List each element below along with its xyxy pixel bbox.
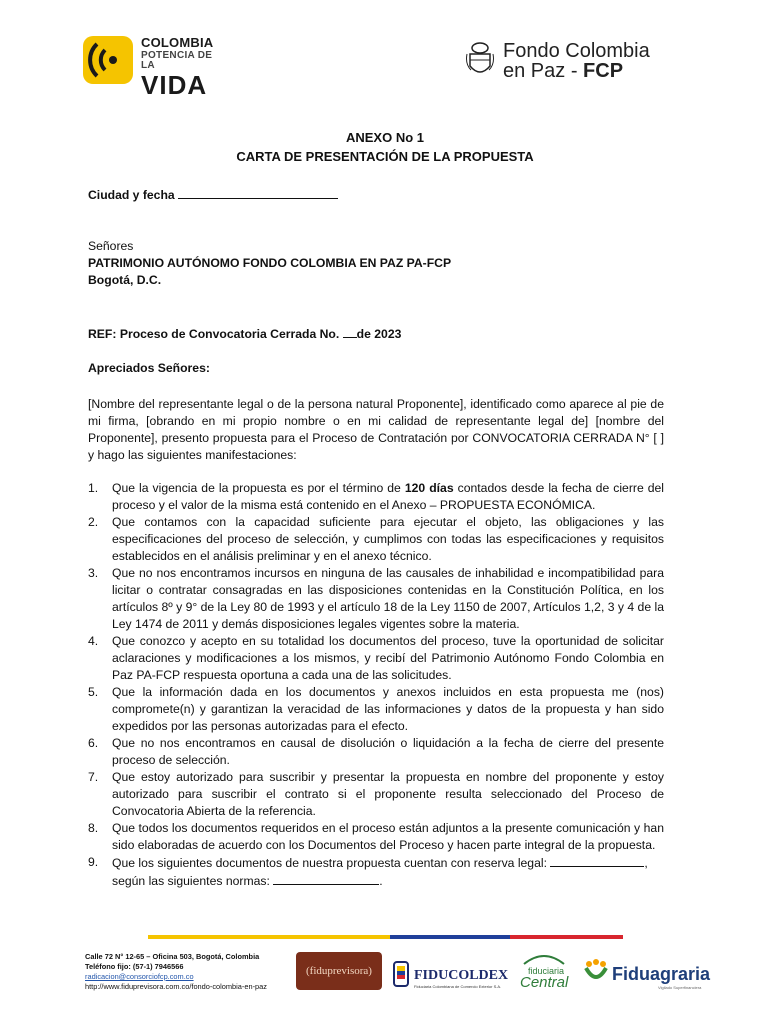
central-line-2: Central (520, 974, 569, 991)
salutation-line-1: Señores (88, 239, 134, 253)
list-item-comma: , (644, 856, 648, 870)
fcp-logo-line-2a: en Paz - (503, 60, 584, 82)
list-item (88, 684, 664, 735)
list-item-text: Que no nos encontramos en causal de disolución o liquidación a la fecha de cierre del presente proceso de selección. (112, 736, 664, 767)
intro-paragraph: [Nombre del representante legal o de la persona natural Proponente], identificado como aparece al pie de mi firma, [obrando en mi propio nombre o en mi calidad de representante legal de] [nombre del Proponente], presento propuesta para el Proceso de Contratación por CONVOCATORIA CERRADA N° [ ] y hago las siguientes manifestaciones: (88, 397, 664, 462)
footer-phone: Teléfono fijo: (57-1) 7946566 (85, 962, 184, 971)
salutation-block (88, 238, 451, 289)
reference-line (88, 325, 401, 343)
fiduagraria-subtitle: Vigilado Superfinanciera (658, 985, 702, 990)
reference-blank (343, 325, 357, 338)
salutation-line-3: Bogotá, D.C. (88, 273, 162, 287)
central-arc-icon (522, 952, 566, 966)
logo-line-3: VIDA (141, 70, 208, 100)
fiducoldex-subtitle: Fiduciaria Colombiana de Comercio Exterior S.A. (414, 984, 502, 989)
list-item (88, 769, 664, 820)
list-item-text: Que estoy autorizado para suscribir y presentar la propuesta en nombre del proponente y estoy autorizado para suscribir el contrato si el proponente resulta seleccionado del Proceso de Convocatoria Abierta de la referencia. (112, 770, 664, 818)
list-item-text: Que contamos con la capacidad suficiente para ejecutar el objeto, las obligaciones y las especificaciones del proceso de selección, y cumplimos con todas las especificaciones y requisitos establecidos en el análisis preliminar y en el anexo técnico. (112, 515, 664, 563)
list-item-number: 1. (88, 481, 99, 495)
fiducoldex-flag-icon (390, 960, 410, 988)
doc-title-annex: ANEXO No 1 (345, 130, 424, 145)
reserve-blank-1 (550, 854, 644, 867)
fiduagraria-logo (582, 952, 712, 992)
list-item-number: 8. (88, 821, 99, 835)
fcp-logo-line-1: Fondo Colombia (503, 40, 650, 62)
logo-line-2: POTENCIA DE LA (141, 50, 213, 71)
list-item-text: Que no nos encontramos incursos en ninguna de las causales de inhabilidad e incompatibilidad para licitar o contratar consagradas en las disposiciones contenidas en la Constitución Política, en los artículos 8º y 9° de la Ley 80 de 1993 y el artículo 18 de la Ley 1150 de 2007, Artículos 1,2, 3 y 4 de la Ley 1474 de 2011 y demás disposiciones legales vigentes sobre la materia. (112, 566, 664, 631)
fondo-colombia-en-paz-logo (465, 40, 665, 84)
list-item (88, 633, 664, 684)
list-item-text-2: según las siguientes normas: (112, 874, 274, 888)
reference-text-b: de 2023 (356, 327, 402, 341)
logo-line-1: COLOMBIA (141, 35, 214, 50)
colombia-potencia-logo (83, 34, 223, 100)
list-item-number: 5. (88, 685, 99, 699)
fiduagraria-name: Fiduagraria (612, 964, 711, 984)
doc-title-main: CARTA DE PRESENTACIÓN DE LA PROPUESTA (236, 149, 534, 164)
list-item-text: Que conozco y acepto en su totalidad los documentos del proceso, tuve la oportunidad de solicitar aclaraciones y modificaciones a los mismos, y recibí del Patrimonio Autónomo Fondo Colombia en Paz PA-FCP respuesta oportuna a cada una de las solicitudes. (112, 634, 664, 682)
list-item-number: 9. (88, 855, 99, 869)
list-item-text-post: contados desde la fecha de cierre del proceso y el valor de la misma está contenido en el Anexo – PROPUESTA ECONÓMICA. (112, 481, 665, 512)
reference-text-a: REF: Proceso de Convocatoria Cerrada No. (88, 327, 343, 341)
footer-contact-info (85, 952, 285, 992)
list-item-number: 6. (88, 736, 99, 750)
fiducoldex-name: FIDUCOLDEX (414, 968, 509, 983)
list-item-text: Que todos los documentos requeridos en el proceso están adjuntos a la presente comunicación y han sido elaboradas de acuerdo con los Documentos del Proceso y hacen parte integral de la propuesta. (112, 821, 664, 852)
list-item (88, 565, 664, 633)
city-date-blank (178, 186, 338, 199)
list-item (88, 514, 664, 565)
fiduagraria-leaf-icon (582, 958, 610, 986)
reserve-blank-2 (273, 872, 379, 885)
fiducoldex-logo (390, 952, 510, 992)
fiduciaria-central-logo (516, 952, 576, 992)
footer-email-link[interactable]: radicacion@consorciofcp.com.co (85, 972, 194, 981)
fcp-logo-line-2b: FCP (583, 60, 624, 82)
list-item-number: 2. (88, 515, 99, 529)
list-item-text: Que los siguientes documentos de nuestra propuesta cuentan con reserva legal: (112, 856, 551, 870)
salutation-line-2: PATRIMONIO AUTÓNOMO FONDO COLOMBIA EN PAZ PA-FCP (88, 256, 452, 270)
manifestations-list (88, 480, 664, 890)
footer-web-link[interactable]: http://www.fiduprevisora.com.co/fondo-colombia-en-paz (85, 982, 267, 991)
city-date-label: Ciudad y fecha (88, 188, 175, 202)
greeting: Apreciados Señores: (88, 361, 210, 375)
list-item (88, 820, 664, 854)
list-item (88, 735, 664, 769)
footer-color-stripe (148, 935, 623, 939)
fiduprevisora-logo: (fiduprevisora) (296, 952, 382, 990)
list-item-number: 4. (88, 634, 99, 648)
list-item-bold: 120 días (404, 481, 454, 495)
list-item-number: 3. (88, 566, 99, 580)
list-item (88, 480, 664, 514)
list-item-number: 7. (88, 770, 99, 784)
fcp-logo-line-2 (503, 60, 623, 83)
coat-of-arms-icon (465, 40, 495, 80)
city-date-line (88, 186, 338, 204)
list-item-period: . (379, 874, 383, 888)
list-item (88, 854, 664, 890)
footer-address: Calle 72 N° 12-65 – Oficina 503, Bogotá, Colombia (85, 952, 260, 961)
list-item-text: Que la información dada en los documentos y anexos incluidos en esta propuesta me (nos) compromete(n) y garantizan la veracidad de las informaciones y datos de la propuesta y han sido expedidos por las personas autorizadas para el efecto. (112, 685, 664, 733)
colombia-wave-icon (83, 36, 133, 84)
central-line-1: fiduciaria (528, 966, 565, 976)
list-item-text: Que la vigencia de la propuesta es por el término de (112, 481, 405, 495)
